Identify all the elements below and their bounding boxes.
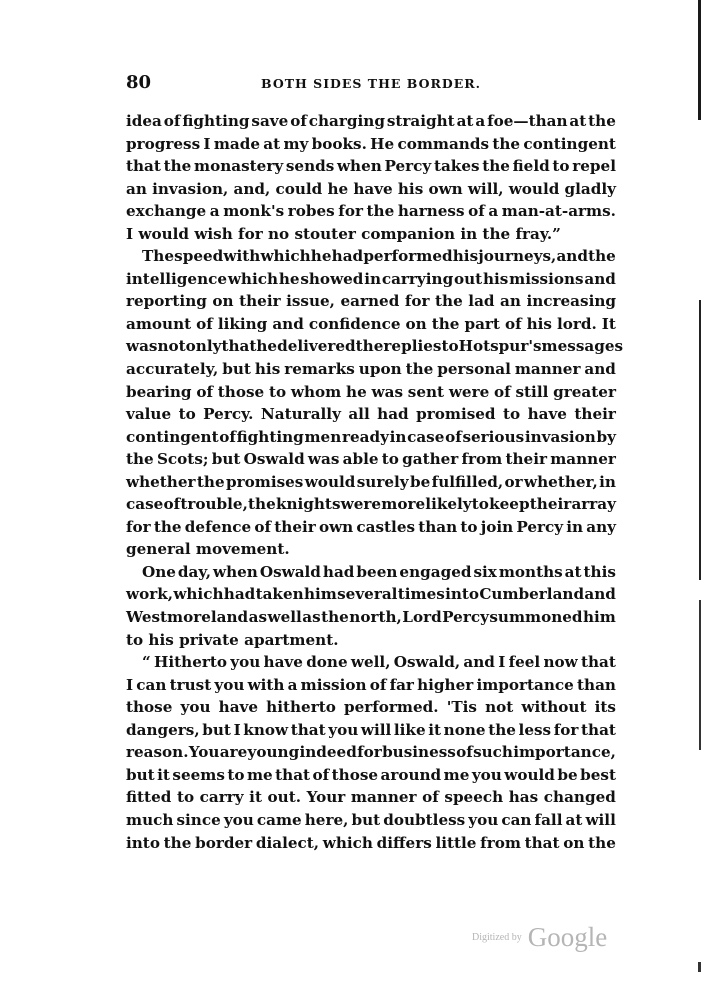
text-line: an invasion, and, could he have his own will, would gladly: [126, 179, 616, 198]
text-line: exchange a monk's robes for the harness of a man-at-arms.: [126, 202, 616, 221]
text-line: but it seems to me that of those around me you would be best: [126, 765, 616, 784]
text-line: for the defence of their own castles than to join Percy in any: [126, 517, 616, 536]
text-line: amount of liking and confidence on the part of his lord. It: [126, 314, 616, 333]
text-line: Westmoreland as well as the north, Lord Percy summoned him: [126, 608, 616, 627]
text-line: reporting on their issue, earned for the lad an increasing: [126, 292, 616, 311]
digitized-by-google-watermark: [472, 922, 607, 953]
body-text: [126, 110, 624, 854]
text-line: fitted to carry it out. Your manner of speech has changed: [126, 788, 616, 807]
text-line: that the monastery sends when Percy takes the field to repel: [126, 157, 616, 176]
text-line: to his private apartment.: [126, 630, 339, 649]
text-line: intelligence which he showed in carrying out his missions and: [126, 269, 616, 288]
text-line: The speed with which he had performed his journeys, and the: [142, 247, 616, 266]
text-line: dangers, but I know that you will like it none the less for that: [126, 720, 616, 739]
text-line: value to Percy. Naturally all had promised to have their: [126, 405, 616, 424]
text-line: I would wish for no stouter companion in the fray.”: [126, 224, 561, 243]
page-header: [126, 72, 616, 96]
text-line: was not only that he delivered the replies to Hotspur's messages: [126, 337, 624, 356]
text-line: whether the promises would surely be fulfilled, or whether, in: [126, 472, 616, 491]
text-line: work, which had taken him several times into Cumberland and: [126, 585, 616, 604]
google-logo: Google: [527, 922, 608, 952]
page-edge-mark: [698, 962, 701, 972]
text-line: idea of fighting save of charging straight at a foe—than at the: [126, 112, 616, 130]
text-line: those you have hitherto performed. 'Tis not without its: [126, 698, 616, 717]
text-line: case of trouble, the knights were more likely to keep their array: [126, 495, 616, 514]
running-title: BOTH SIDES THE BORDER.: [261, 76, 481, 91]
text-line: I can trust you with a mission of far higher importance than: [126, 675, 616, 694]
text-line: general movement.: [126, 540, 290, 559]
text-line: into the border dialect, which differs little from that on the: [126, 833, 616, 852]
text-line: One day, when Oswald had been engaged six months at this: [142, 562, 616, 581]
watermark-prefix: Digitized by: [472, 932, 522, 943]
text-line: much since you came here, but doubtless you can fall at will: [126, 810, 616, 829]
text-line: the Scots; but Oswald was able to gather from their manner: [126, 450, 616, 469]
page-edge-line-lower: [699, 600, 701, 750]
text-line: reason. You are young indeed for business of such importance,: [126, 743, 616, 762]
text-line: accurately, but his remarks upon the personal manner and: [126, 360, 616, 379]
page-edge-line-top: [698, 0, 701, 120]
text-line: bearing of those to whom he was sent were of still greater: [126, 382, 616, 401]
page-number: 80: [126, 72, 152, 93]
text-line: progress I made at my books. He commands the contingent: [126, 134, 616, 153]
text-line: contingent of fighting men ready in case of serious invasion by: [126, 427, 616, 446]
text-line: “ Hitherto you have done well, Oswald, and I feel now that: [142, 653, 616, 672]
page-edge-line-middle: [699, 300, 701, 580]
